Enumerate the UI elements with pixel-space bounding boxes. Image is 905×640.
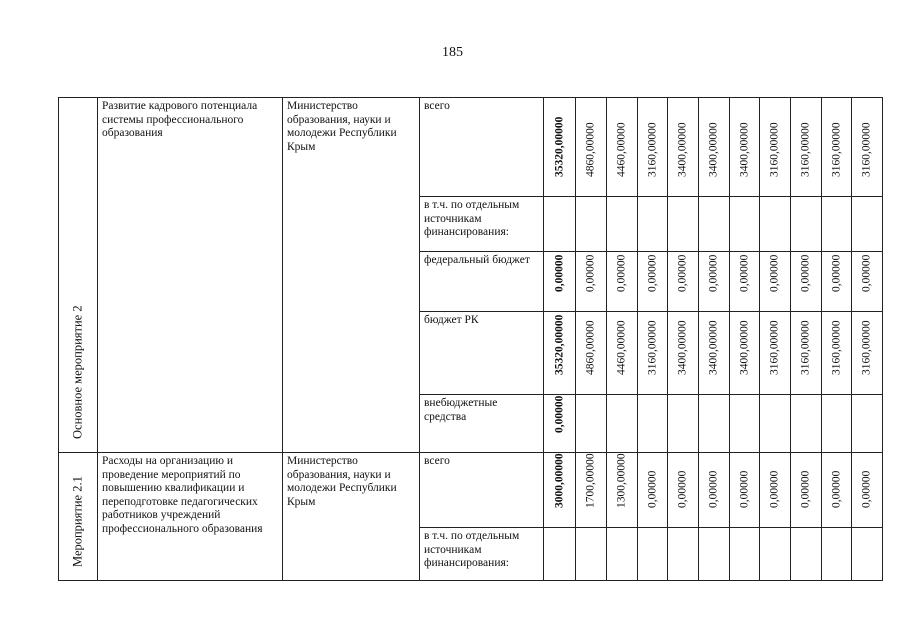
year-value-cell [699,528,730,581]
total-value: 35320,00000 [553,314,565,375]
year-value-cell [760,395,791,453]
event-label: Мероприятие 2.1 [70,476,85,567]
year-value-cell [852,395,883,453]
year-value: 1700,00000 [584,453,597,508]
year-value-cell [730,98,760,197]
year-value-cell [760,252,791,312]
year-value-cell [638,312,668,395]
total-value-cell [544,528,576,581]
year-value: 0,00000 [799,254,812,292]
year-value-cell [822,98,852,197]
total-value-cell [544,395,576,453]
year-value-cell [607,197,638,252]
year-value-cell [791,98,822,197]
total-value-cell [544,453,576,528]
year-value-cell [638,453,668,528]
year-value: 3160,00000 [830,320,842,375]
year-value: 3400,00000 [707,122,720,177]
year-value-cell [607,395,638,453]
year-value: 0,00000 [799,470,812,508]
year-value-cell [852,252,883,312]
year-value-cell [791,197,822,252]
year-value: 4860,00000 [584,320,597,375]
year-value: 3400,00000 [738,320,750,375]
year-value-cell [607,98,638,197]
year-value: 0,00000 [676,254,689,292]
funding-source-label: бюджет РК [420,312,544,395]
year-value-cell [668,197,699,252]
year-value: 4460,00000 [615,320,628,375]
total-value: 0,00000 [553,254,565,292]
year-value: 3400,00000 [676,320,689,375]
year-value: 0,00000 [830,470,842,508]
year-value-cell [638,197,668,252]
year-value: 3400,00000 [676,122,689,177]
year-value-cell [576,312,607,395]
year-value: 4860,00000 [584,122,597,177]
year-value-cell [760,312,791,395]
year-value-cell [576,98,607,197]
year-value: 3160,00000 [860,320,873,375]
year-value-cell [607,528,638,581]
year-value: 1300,00000 [615,453,628,508]
total-value-cell [544,98,576,197]
year-value-cell [852,453,883,528]
year-value-cell [760,528,791,581]
total-value: 0,00000 [553,395,565,433]
year-value-cell [668,98,699,197]
year-value-cell [852,528,883,581]
year-value: 3400,00000 [707,320,720,375]
year-value-cell [852,197,883,252]
year-value-cell [730,252,760,312]
year-value: 0,00000 [646,470,658,508]
year-value-cell [576,395,607,453]
executor-cell: Министерство образования, науки и молодежи Республики Крым [283,98,420,453]
year-value: 4460,00000 [615,122,628,177]
year-value: 0,00000 [830,254,842,292]
year-value: 0,00000 [860,254,873,292]
year-value-cell [576,252,607,312]
year-value-cell [699,252,730,312]
year-value-cell [576,197,607,252]
event-label: Основное мероприятие 2 [70,305,85,439]
year-value: 0,00000 [738,470,750,508]
year-value-cell [576,528,607,581]
year-value-cell [760,197,791,252]
year-value: 0,00000 [707,470,720,508]
year-value: 3160,00000 [646,122,658,177]
year-value: 0,00000 [646,254,658,292]
year-value-cell [730,395,760,453]
total-value: 35320,00000 [553,116,565,177]
description-cell: Развитие кадрового потенциала системы профессионального образования [98,98,283,453]
year-value: 3160,00000 [799,122,812,177]
total-value-cell [544,312,576,395]
year-value-cell [822,528,852,581]
year-value: 0,00000 [707,254,720,292]
year-value: 0,00000 [860,470,873,508]
year-value-cell [822,252,852,312]
year-value-cell [699,98,730,197]
funding-source-label: внебюджетные средства [420,395,544,453]
budget-sheet [58,97,883,581]
event-label-cell [59,98,98,453]
year-value-cell [607,252,638,312]
funding-source-label: в т.ч. по отдельным источникам финансирования: [420,528,544,581]
year-value: 3400,00000 [738,122,750,177]
description-cell: Расходы на организацию и проведение мероприятий по повышению квалификации и переподготовке педагогических работников учреждений профессионального образования [98,453,283,581]
year-value-cell [760,98,791,197]
executor-cell: Министерство образования, науки и молодежи Республики Крым [283,453,420,581]
year-value-cell [699,453,730,528]
event-label-cell [59,453,98,581]
funding-source-label: в т.ч. по отдельным источникам финансирования: [420,197,544,252]
year-value-cell [791,395,822,453]
year-value: 0,00000 [584,254,597,292]
year-value-cell [730,528,760,581]
year-value-cell [822,453,852,528]
year-value-cell [822,197,852,252]
year-value-cell [638,395,668,453]
year-value-cell [607,312,638,395]
year-value: 3160,00000 [799,320,812,375]
total-value: 3000,00000 [553,453,565,508]
year-value: 3160,00000 [860,122,873,177]
year-value-cell [576,453,607,528]
year-value: 0,00000 [738,254,750,292]
year-value: 0,00000 [768,470,781,508]
year-value-cell [668,528,699,581]
total-value-cell [544,252,576,312]
year-value-cell [668,453,699,528]
year-value-cell [638,98,668,197]
year-value-cell [668,252,699,312]
budget-table [58,97,883,581]
year-value-cell [791,312,822,395]
funding-source-label: федеральный бюджет [420,252,544,312]
year-value-cell [791,252,822,312]
year-value-cell [760,453,791,528]
year-value: 3160,00000 [830,122,842,177]
table-row [59,453,883,528]
year-value: 0,00000 [768,254,781,292]
year-value-cell [822,395,852,453]
page-number: 185 [442,45,463,60]
table-row [59,98,883,197]
year-value-cell [638,528,668,581]
funding-source-label: всего [420,453,544,528]
year-value-cell [668,312,699,395]
year-value: 3160,00000 [768,320,781,375]
funding-source-label: всего [420,98,544,197]
year-value: 3160,00000 [646,320,658,375]
total-value-cell [544,197,576,252]
year-value-cell [852,312,883,395]
year-value-cell [822,312,852,395]
year-value-cell [699,312,730,395]
year-value-cell [730,197,760,252]
year-value: 3160,00000 [768,122,781,177]
year-value-cell [791,528,822,581]
year-value-cell [638,252,668,312]
year-value: 0,00000 [676,470,689,508]
year-value-cell [852,98,883,197]
year-value-cell [730,312,760,395]
year-value-cell [607,453,638,528]
year-value-cell [730,453,760,528]
year-value-cell [699,197,730,252]
year-value-cell [668,395,699,453]
year-value-cell [699,395,730,453]
year-value: 0,00000 [615,254,628,292]
year-value-cell [791,453,822,528]
